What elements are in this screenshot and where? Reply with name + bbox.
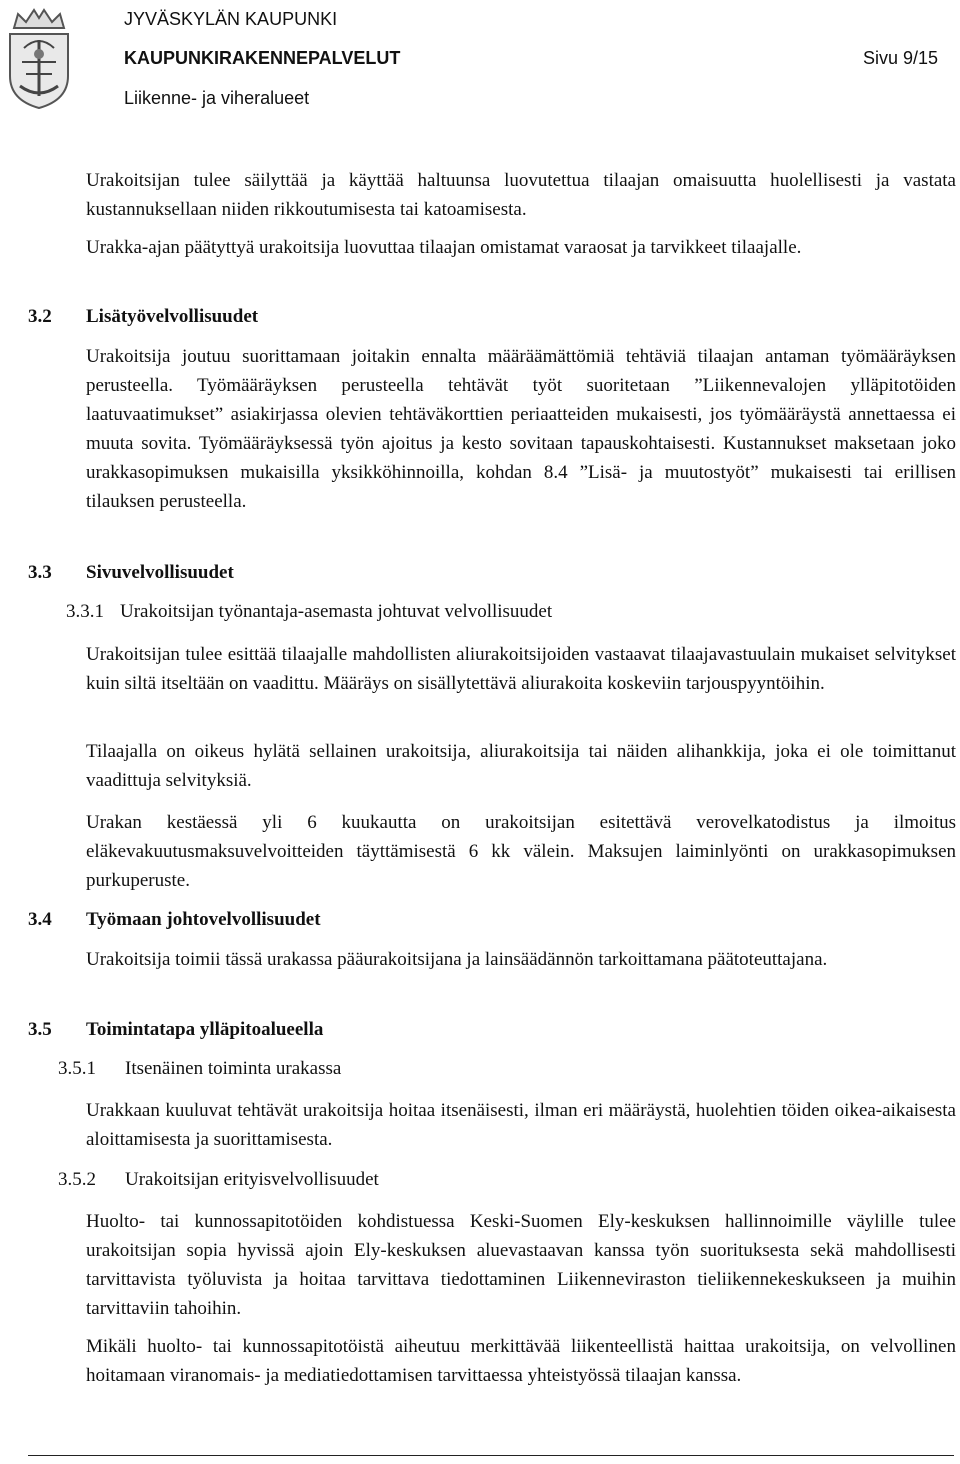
- subsection-title: Urakoitsijan työnantaja-asemasta johtuvat velvollisuudet: [120, 601, 553, 622]
- subsection-number: 3.3.1: [66, 601, 104, 622]
- page-number: Sivu 9/15: [863, 48, 939, 68]
- section-number: 3.2: [28, 306, 52, 327]
- paragraph-10: Mikäli huolto- tai kunnossapitotöistä aiheutuu merkittävää liikenteellistä haittaa urakoitsija, on velvollinen hoitamaan viranomais- ja mediatiedottamisen tarvittaessa yhteistyössä tilaajan kanssa.: [86, 1336, 956, 1386]
- section-title: Lisätyövelvollisuudet: [86, 306, 259, 327]
- section-3-2-heading: [28, 302, 258, 331]
- paragraph-6: Urakan kestäessä yli 6 kuukautta on urakoitsijan esitettävä verovelkatodistus ja ilmoitus eläkevakuutusmaksuvelvoitteiden täyttämisestä 6 kk välein. Maksujen laiminlyönti on urakkasopimuksen purkuperuste.: [86, 812, 956, 891]
- section-title: Työmaan johtovelvollisuudet: [86, 909, 321, 930]
- section-number: 3.4: [28, 909, 52, 930]
- paragraph-1: Urakoitsijan tulee säilyttää ja käyttää haltuunsa luovutettua tilaajan omaisuutta huolellisesti ja vastata kustannuksellaan niiden rikkoutumisesta tai katoamisesta.: [86, 170, 956, 220]
- header-city: JYVÄSKYLÄN KAUPUNKI: [124, 9, 338, 29]
- section-number: 3.5: [28, 1019, 52, 1040]
- paragraph-5: Tilaajalla on oikeus hylätä sellainen urakoitsija, aliurakoitsija tai näiden alihankkija, joka ei ole toimittanut vaadittuja selvityksiä.: [86, 741, 956, 791]
- footer-divider: [28, 1455, 954, 1456]
- section-3-4-heading: [28, 905, 321, 934]
- subsection-title: Urakoitsijan erityisvelvollisuudet: [125, 1169, 379, 1190]
- city-crest-icon: [4, 4, 74, 112]
- header-unit: Liikenne- ja viheralueet: [124, 88, 310, 108]
- subsection-3-5-1-heading: [58, 1054, 341, 1083]
- header-department: KAUPUNKIRAKENNEPALVELUT: [124, 48, 401, 68]
- section-3-5-heading: [28, 1015, 323, 1044]
- subsection-number: 3.5.1: [58, 1058, 96, 1079]
- paragraph-7: Urakoitsija toimii tässä urakassa pääurakoitsijana ja lainsäädännön tarkoittamana päätoteuttajana.: [86, 949, 828, 970]
- paragraph-2: Urakka-ajan päätyttyä urakoitsija luovuttaa tilaajan omistamat varaosat ja tarvikkeet tilaajalle.: [86, 237, 802, 258]
- section-title: Sivuvelvollisuudet: [86, 562, 234, 583]
- subsection-number: 3.5.2: [58, 1169, 96, 1190]
- paragraph-3: Urakoitsija joutuu suorittamaan joitakin ennalta määräämättömiä tehtäviä tilaajan antaman työmääräyksen perusteella. Työmääräyksen perusteella tehtävät työt suoritetaan ”Liikennevalojen ylläpitotöiden laatuvaatimukset” asiakirjassa olevien tehtäväkorttien periaatteiden mukaisesti, jos työmääräystä annettaessa ei muuta sovita. Työmääräyksessä työn ajoitus ja kesto sovitaan tapauskohtaisesti. Kustannukset maksetaan joko urakkasopimuksen mukaisilla yksikköhinnoilla, kohdan 8.4 ”Lisä- ja muutostyöt” mukaisesti tai erillisen tilauksen perusteella.: [86, 346, 956, 512]
- paragraph-8: Urakkaan kuuluvat tehtävät urakoitsija hoitaa itsenäisesti, ilman eri määräystä, huolehtien töiden oikea-aikaisesta aloittamisesta ja suorittamisesta.: [86, 1100, 956, 1150]
- subsection-3-3-1-heading: [66, 597, 552, 626]
- paragraph-9: Huolto- tai kunnossapitotöiden kohdistuessa Keski-Suomen Ely-keskuksen hallinnoimille väylille tulee urakoitsijan sopia hyvissä ajoin Ely-keskuksen aluevastaavan kanssa työn suorituksesta sekä mahdollisesti tarvittavista työluvista ja hoitaa tarvittava tiedottaminen Liikenneviraston tieliikennekeskukseen ja muihin tarvittaviin tahoihin.: [86, 1211, 956, 1319]
- subsection-title: Itsenäinen toiminta urakassa: [125, 1058, 342, 1079]
- paragraph-4: Urakoitsijan tulee esittää tilaajalle mahdollisten aliurakoitsijoiden vastaavat tilaajavastuulain mukaiset selvitykset kuin siltä itseltään on vaadittu. Määräys on sisällytettävä aliurakoita koskeviin tarjouspyyntöihin.: [86, 644, 956, 694]
- section-title: Toimintatapa ylläpitoalueella: [86, 1019, 324, 1040]
- section-3-3-heading: [28, 558, 234, 587]
- subsection-3-5-2-heading: [58, 1165, 379, 1194]
- section-number: 3.3: [28, 562, 52, 583]
